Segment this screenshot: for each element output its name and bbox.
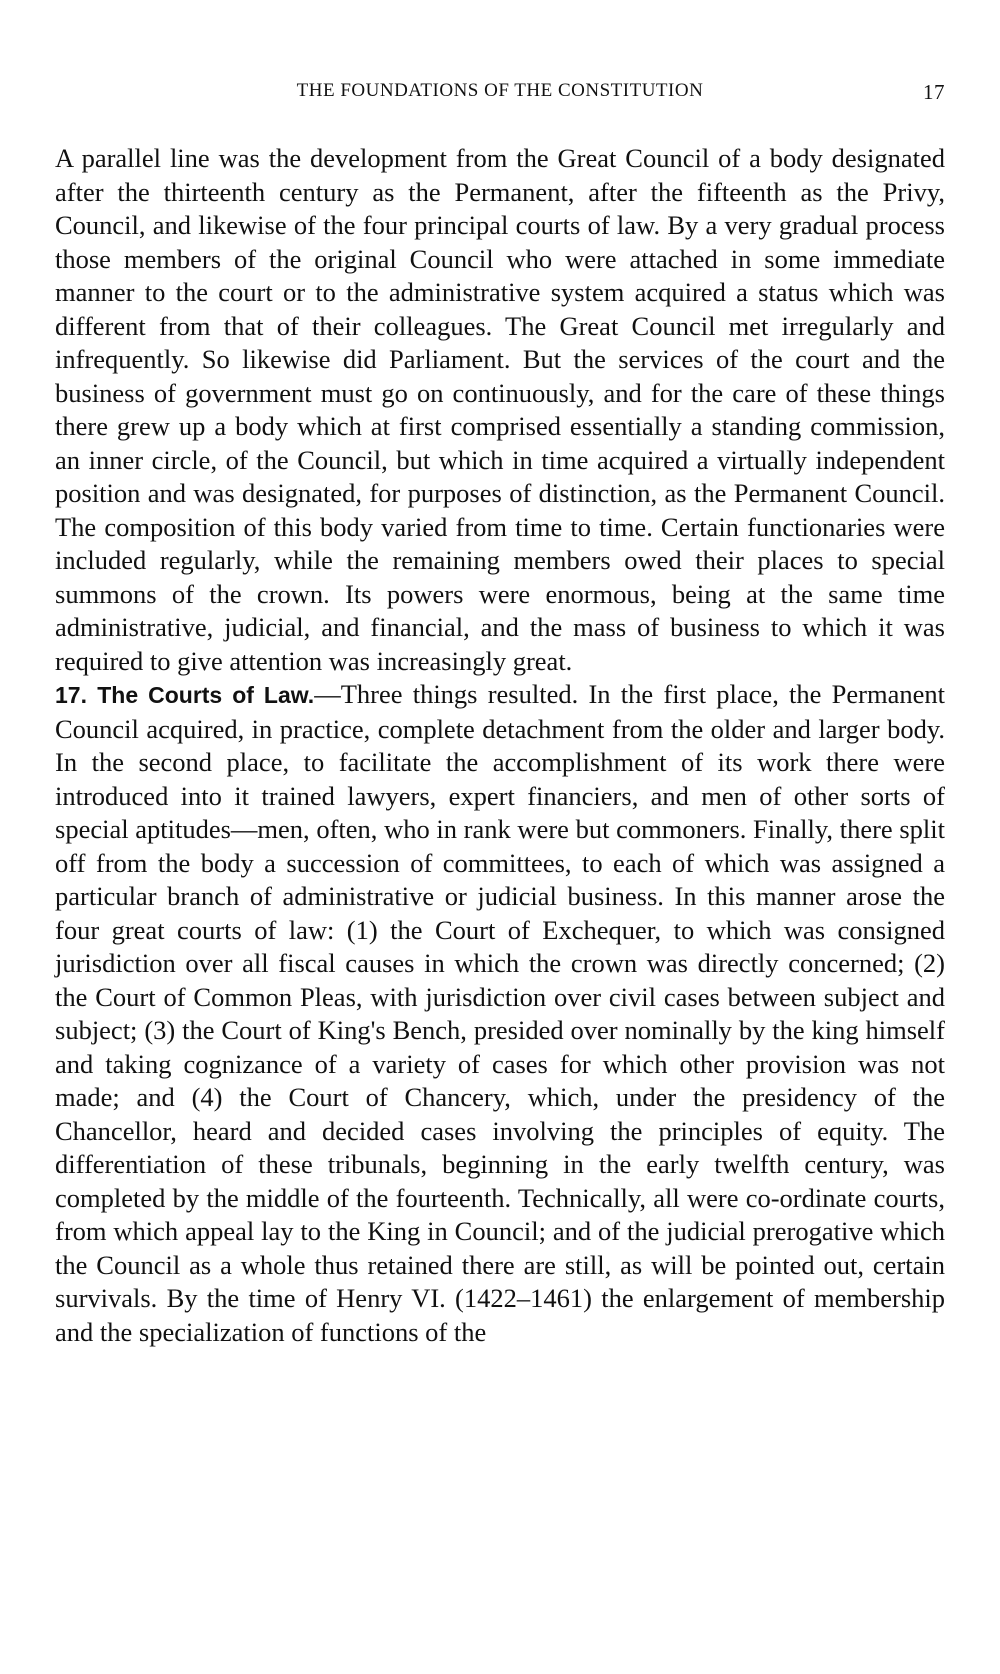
paragraph-council: A parallel line was the development from the Great Council of a body designated after the thirteenth century as the Permanent, after the fifteenth as the Privy, Council, and likewise of the four principal courts of law. By a very gradual process those members of the original Council who were attached in some immediate manner to the court or to the administrative system acquired a status which was different from that of their colleagues. The Great Council met irregularly and infrequently. So likewise did Parliament. But the services of the court and the business of government must go on continuously, and for the care of these things there grew up a body which at first comprised essentially a standing commission, an inner circle, of the Council, but which in time acquired a virtually independent position and was designated, for purposes of distinction, as the Permanent Council. The composition of this body varied from time to time. Certain functionaries were included regularly, while the remaining members owed their places to special summons of the crown. Its powers were enormous, being at the same time administrative, judicial, and financial, and the mass of business to which it was required to give attention was increasingly great. <box>55 143 945 676</box>
body-text <box>55 142 945 1349</box>
section-number: 17. <box>55 682 87 708</box>
book-page <box>55 72 945 1349</box>
section-heading: The Courts of Law. <box>97 682 315 708</box>
running-title: THE FOUNDATIONS OF THE CONSTITUTION <box>296 80 704 101</box>
page-number: 17 <box>923 80 945 104</box>
paragraph-courts-of-law <box>55 678 945 1349</box>
section-body: —Three things resulted. In the first place, the Permanent Council acquired, in practice, complete detachment from the older and larger body. In the second place, to facilitate the accomplishment of its work there were introduced into it trained lawyers, expert financiers, and men of other sorts of special aptitudes—men, often, who in rank were but commoners. Finally, there split off from the body a succession of committees, to each of which was assigned a particular branch of administrative or judicial business. In this manner arose the four great courts of law: (1) the Court of Exchequer, to which was consigned jurisdiction over all fiscal causes in which the crown was directly concerned; (2) the Court of Common Pleas, with jurisdiction over civil cases between subject and subject; (3) the Court of King's Bench, presided over nominally by the king himself and taking cognizance of a variety of cases for which other provision was not made; and (4) the Court of Chancery, which, under the presidency of the Chancellor, heard and decided cases involving the principles of equity. The differentiation of these tribunals, beginning in the early twelfth century, was completed by the middle of the fourteenth. Technically, all were co-ordinate courts, from which appeal lay to the King in Council; and of the judicial prerogative which the Council as a whole thus retained there are still, as will be pointed out, certain survivals. By the time of Henry VI. (1422–1461) the enlargement of membership and the specialization of functions of the <box>55 679 945 1347</box>
running-header <box>55 72 945 112</box>
